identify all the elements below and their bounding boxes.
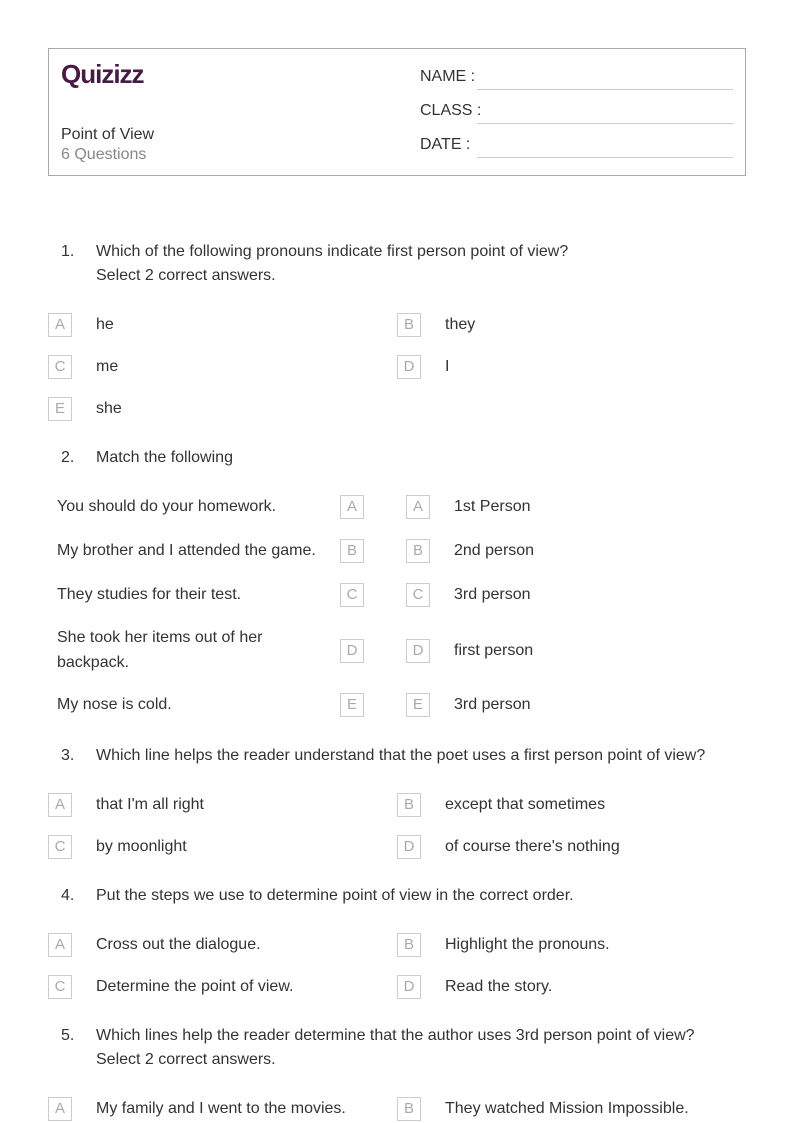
worksheet-header (48, 48, 746, 176)
worksheet-title: Point of View (61, 126, 155, 143)
option-letter-box[interactable]: C (48, 975, 72, 999)
match-left-box[interactable]: E (340, 693, 364, 717)
match-right-text: first person (454, 642, 534, 659)
match-left-text: You should do your homework. (57, 498, 277, 515)
option-text: I (445, 358, 450, 375)
match-left-box[interactable]: B (340, 539, 364, 563)
option-letter-box[interactable]: E (48, 397, 72, 421)
question-number: 1. (61, 243, 75, 260)
option-text: he (96, 316, 114, 333)
option-letter-box[interactable]: D (397, 975, 421, 999)
match-right-box[interactable]: D (406, 639, 430, 663)
match-right-box[interactable]: A (406, 495, 430, 519)
match-right-text: 3rd person (454, 586, 531, 603)
option-text: Read the story. (445, 978, 553, 995)
option-text: that I'm all right (96, 796, 204, 813)
option-letter-box[interactable]: D (397, 355, 421, 379)
match-right-box[interactable]: B (406, 539, 430, 563)
match-left-text: They studies for their test. (57, 586, 242, 603)
question-number: 3. (61, 747, 75, 764)
option-letter-box[interactable]: A (48, 793, 72, 817)
option-text: she (96, 400, 122, 417)
question-text: Match the following (96, 449, 233, 466)
question-number: 4. (61, 887, 75, 904)
option-text: except that sometimes (445, 796, 606, 813)
class-label: CLASS : (420, 102, 482, 119)
match-left-text: backpack. (57, 654, 130, 671)
question-text: Which of the following pronouns indicate first person point of view? (96, 243, 569, 260)
option-text: of course there's nothing (445, 838, 620, 855)
option-text: They watched Mission Impossible. (445, 1100, 689, 1117)
option-letter-box[interactable]: B (397, 933, 421, 957)
name-field[interactable] (477, 89, 733, 90)
match-right-text: 1st Person (454, 498, 531, 515)
option-text: Highlight the pronouns. (445, 936, 610, 953)
question-text: Put the steps we use to determine point of view in the correct order. (96, 887, 574, 904)
date-field[interactable] (477, 157, 733, 158)
match-right-text: 2nd person (454, 542, 535, 559)
option-text: Determine the point of view. (96, 978, 294, 995)
question-number: 2. (61, 449, 75, 466)
option-text: me (96, 358, 119, 375)
option-letter-box[interactable]: B (397, 793, 421, 817)
option-letter-box[interactable]: A (48, 313, 72, 337)
match-left-box[interactable]: A (340, 495, 364, 519)
question-number: 5. (61, 1027, 75, 1044)
match-left-text: My nose is cold. (57, 696, 172, 713)
option-letter-box[interactable]: B (397, 1097, 421, 1121)
quizizz-logo: Quizizz (61, 59, 144, 89)
match-right-box[interactable]: E (406, 693, 430, 717)
question-text: Which line helps the reader understand that the poet uses a first person point of view? (96, 747, 706, 764)
match-right-text: 3rd person (454, 696, 531, 713)
option-text: by moonlight (96, 838, 187, 855)
option-letter-box[interactable]: A (48, 1097, 72, 1121)
question-text: Select 2 correct answers. (96, 267, 276, 284)
option-letter-box[interactable]: D (397, 835, 421, 859)
match-left-box[interactable]: C (340, 583, 364, 607)
option-text: My family and I went to the movies. (96, 1100, 346, 1117)
option-letter-box[interactable]: B (397, 313, 421, 337)
question-count: 6 Questions (61, 146, 147, 163)
question-text: Select 2 correct answers. (96, 1051, 276, 1068)
match-right-box[interactable]: C (406, 583, 430, 607)
option-text: Cross out the dialogue. (96, 936, 261, 953)
match-left-box[interactable]: D (340, 639, 364, 663)
match-left-text: She took her items out of her (57, 629, 263, 646)
name-label: NAME : (420, 68, 476, 85)
class-field[interactable] (477, 123, 733, 124)
option-letter-box[interactable]: C (48, 355, 72, 379)
date-label: DATE : (420, 136, 471, 153)
match-left-text: My brother and I attended the game. (57, 542, 316, 559)
option-letter-box[interactable]: C (48, 835, 72, 859)
option-letter-box[interactable]: A (48, 933, 72, 957)
question-text: Which lines help the reader determine that the author uses 3rd person point of view? (96, 1027, 695, 1044)
option-text: they (445, 316, 476, 333)
